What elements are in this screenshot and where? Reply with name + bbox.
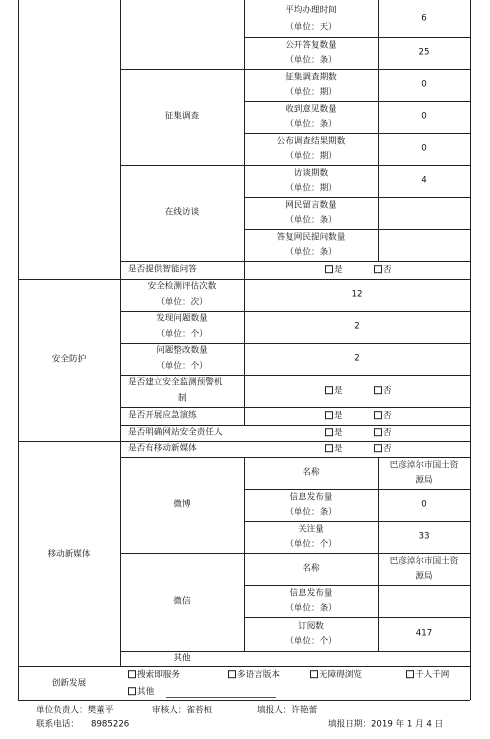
wechat-group-label: 微信 [173, 596, 191, 607]
innovation-option-multilang[interactable]: 多语言版本 [228, 670, 280, 680]
security-group-label: 安全防护 [51, 354, 87, 365]
wechat-subs-value: 417 [415, 628, 433, 639]
weibo-followers-label: 关注量 [298, 524, 324, 535]
checkbox-icon[interactable] [325, 386, 333, 394]
checkbox-icon[interactable] [374, 444, 382, 452]
security-found-unit: （单位：个） [156, 329, 208, 340]
security-monitor-no-option[interactable]: 否 [374, 386, 392, 396]
wechat-posts-unit: （单位：条） [285, 603, 337, 614]
security-fixed-unit: （单位：个） [156, 361, 208, 372]
footer-head: 单位负责人：樊董平 [36, 705, 114, 716]
survey-results-label: 公布调查结果期数 [276, 136, 346, 147]
checkbox-icon[interactable] [374, 428, 382, 436]
wechat-posts-label: 信息发布量 [289, 588, 333, 599]
checkbox-icon[interactable] [374, 265, 382, 273]
avg-days-unit: （单位：天） [285, 22, 337, 33]
public-replies-unit: （单位：条） [285, 55, 337, 66]
security-checks-label: 安全检测评估次数 [147, 281, 217, 292]
has-media-label: 是否有移动新媒体 [128, 443, 197, 454]
security-owner-label: 是否明确网站安全责任人 [128, 427, 223, 438]
wechat-name-label: 名称 [302, 563, 320, 574]
security-fixed-value: 2 [354, 353, 360, 364]
avg-days-label: 平均办理时间 [285, 5, 337, 16]
weibo-name-line2: 源局 [415, 475, 433, 486]
innovation-option-search[interactable]: 搜索即服务 [128, 670, 180, 680]
checkbox-icon[interactable] [406, 670, 414, 678]
smart-qa-label: 是否提供智能问答 [128, 264, 197, 275]
checkbox-icon[interactable] [128, 670, 136, 678]
public-replies-value: 25 [418, 47, 430, 58]
avg-days-value: 6 [421, 13, 427, 24]
public-replies-label: 公开答复数量 [285, 40, 337, 51]
security-drill-no-option[interactable]: 否 [374, 411, 392, 421]
survey-count-value: 0 [421, 79, 427, 90]
survey-results-unit: （单位：期） [285, 151, 337, 162]
survey-count-label: 征集调查期数 [285, 72, 337, 83]
survey-results-value: 0 [421, 143, 427, 154]
opinions-value: 0 [421, 111, 427, 122]
checkbox-icon[interactable] [325, 444, 333, 452]
footer-date: 填报日期：2019 年 1 月 4 日 [328, 719, 444, 730]
interviews-label: 访谈期数 [293, 168, 329, 179]
security-checks-unit: （单位：次） [156, 297, 208, 308]
netizen-replies-unit: （单位：条） [285, 247, 337, 258]
weibo-posts-unit: （单位：条） [285, 507, 337, 518]
security-drill-label: 是否开展应急演练 [128, 410, 197, 421]
security-monitor-yes-option[interactable]: 是 [325, 386, 343, 396]
security-found-value: 2 [354, 321, 360, 332]
has-media-yes-option[interactable]: 是 [325, 444, 343, 454]
weibo-posts-label: 信息发布量 [289, 492, 333, 503]
checkbox-icon[interactable] [325, 428, 333, 436]
wechat-name-line2: 源局 [415, 571, 433, 582]
checkbox-icon[interactable] [128, 687, 136, 695]
innovation-group-label: 创新发展 [51, 678, 87, 689]
security-drill-yes-option[interactable]: 是 [325, 411, 343, 421]
media-group-label: 移动新媒体 [47, 549, 91, 560]
smart-qa-no-option[interactable]: 否 [374, 265, 392, 275]
checkbox-icon[interactable] [228, 670, 236, 678]
wechat-subs-unit: （单位：个） [285, 636, 337, 647]
opinions-label: 收到意见数量 [285, 104, 337, 115]
footer-reviewer: 审核人：雀苔桓 [152, 705, 213, 716]
netizen-msgs-unit: （单位：条） [285, 215, 337, 226]
weibo-name-line1: 巴彦淖尔市国土资 [389, 460, 459, 471]
has-media-no-option[interactable]: 否 [374, 444, 392, 454]
security-found-label: 发现问题数量 [156, 313, 208, 324]
innovation-option-accessible[interactable]: 无障碍浏览 [310, 670, 362, 680]
interviews-unit: （单位：期） [285, 183, 337, 194]
checkbox-icon[interactable] [374, 411, 382, 419]
security-checks-value: 12 [351, 289, 363, 300]
security-fixed-label: 问题整改数量 [156, 345, 208, 356]
weibo-posts-value: 0 [421, 499, 427, 510]
weibo-group-label: 微博 [173, 499, 191, 510]
innovation-other-underline [166, 697, 276, 698]
footer-filler: 填报人：许艳蕾 [257, 705, 318, 716]
checkbox-icon[interactable] [374, 386, 382, 394]
checkbox-icon[interactable] [325, 265, 333, 273]
security-monitor-label-cont: 制 [178, 393, 187, 404]
netizen-replies-label: 答复网民提问数量 [276, 232, 346, 243]
interviews-value: 4 [421, 175, 427, 186]
smart-qa-yes-option[interactable]: 是 [325, 265, 343, 275]
innovation-option-other[interactable]: 其他 [128, 687, 154, 697]
survey-count-unit: （单位：期） [285, 87, 337, 98]
weibo-followers-value: 33 [418, 531, 430, 542]
opinions-unit: （单位：条） [285, 119, 337, 130]
interview-group-label: 在线访谈 [164, 207, 200, 218]
media-other-label: 其他 [173, 653, 191, 664]
footer-phone: 联系电话： 8985226 [36, 719, 130, 730]
netizen-msgs-label: 网民留言数量 [285, 200, 337, 211]
security-monitor-label: 是否建立安全监测预警机 [128, 377, 223, 388]
weibo-name-label: 名称 [302, 467, 320, 478]
survey-group-label: 征集调查 [164, 111, 200, 122]
security-owner-no-option[interactable]: 否 [374, 428, 392, 438]
checkbox-icon[interactable] [310, 670, 318, 678]
checkbox-icon[interactable] [325, 411, 333, 419]
weibo-followers-unit: （单位：个） [285, 539, 337, 550]
wechat-subs-label: 订阅数 [298, 621, 324, 632]
innovation-option-personalized[interactable]: 千人千网 [406, 670, 449, 680]
wechat-name-line1: 巴彦淖尔市国土资 [389, 556, 459, 567]
security-owner-yes-option[interactable]: 是 [325, 428, 343, 438]
